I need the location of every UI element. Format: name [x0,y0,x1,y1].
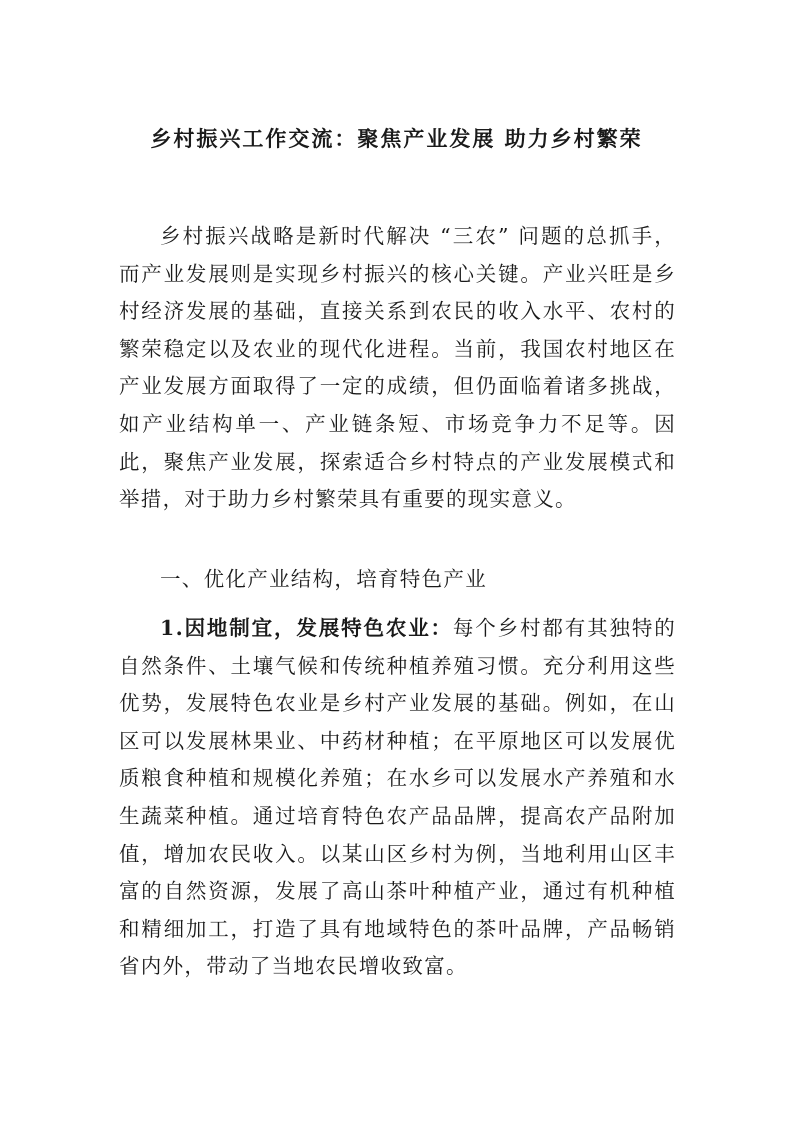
item-lead: 1.因地制宜，发展特色农业： [160,616,453,640]
item-paragraph [119,610,676,986]
section-heading: 一、优化产业结构，培育特色产业 [160,567,487,591]
item-text: 每个乡村都有其独特的自然条件、土壤气候和传统种植养殖习惯。充分利用这些优势，发展特色农业是乡村产业发展的基础。例如，在山区可以发展林果业、中药材种植；在平原地区可以发展优质粮食种植和规模化养殖；在水乡可以发展水产养殖和水生蔬菜种植。通过培育特色农产品品牌，提高农产品附加值，增加农民收入。以某山区乡村为例，当地利用山区丰富的自然资源，发展了高山茶叶种植产业，通过有机种植和精细加工，打造了具有地域特色的茶叶品牌，产品畅销省内外，带动了当地农民增收致富。 [119,616,676,979]
document-title: 乡村振兴工作交流：聚焦产业发展 助力乡村繁荣 [150,126,643,151]
intro-paragraph: 乡村振兴战略是新时代解决 “三农” 问题的总抓手，而产业发展则是实现乡村振兴的核心关键。产业兴旺是乡村经济发展的基础，直接关系到农民的收入水平、农村的繁荣稳定以及农业的现代化进程。当前，我国农村地区在产业发展方面取得了一定的成绩，但仍面临着诸多挑战，如产业结构单一、产业链条短、市场竞争力不足等。因此，聚焦产业发展，探索适合乡村特点的产业发展模式和举措，对于助力乡村繁荣具有重要的现实意义。 [119,224,676,512]
